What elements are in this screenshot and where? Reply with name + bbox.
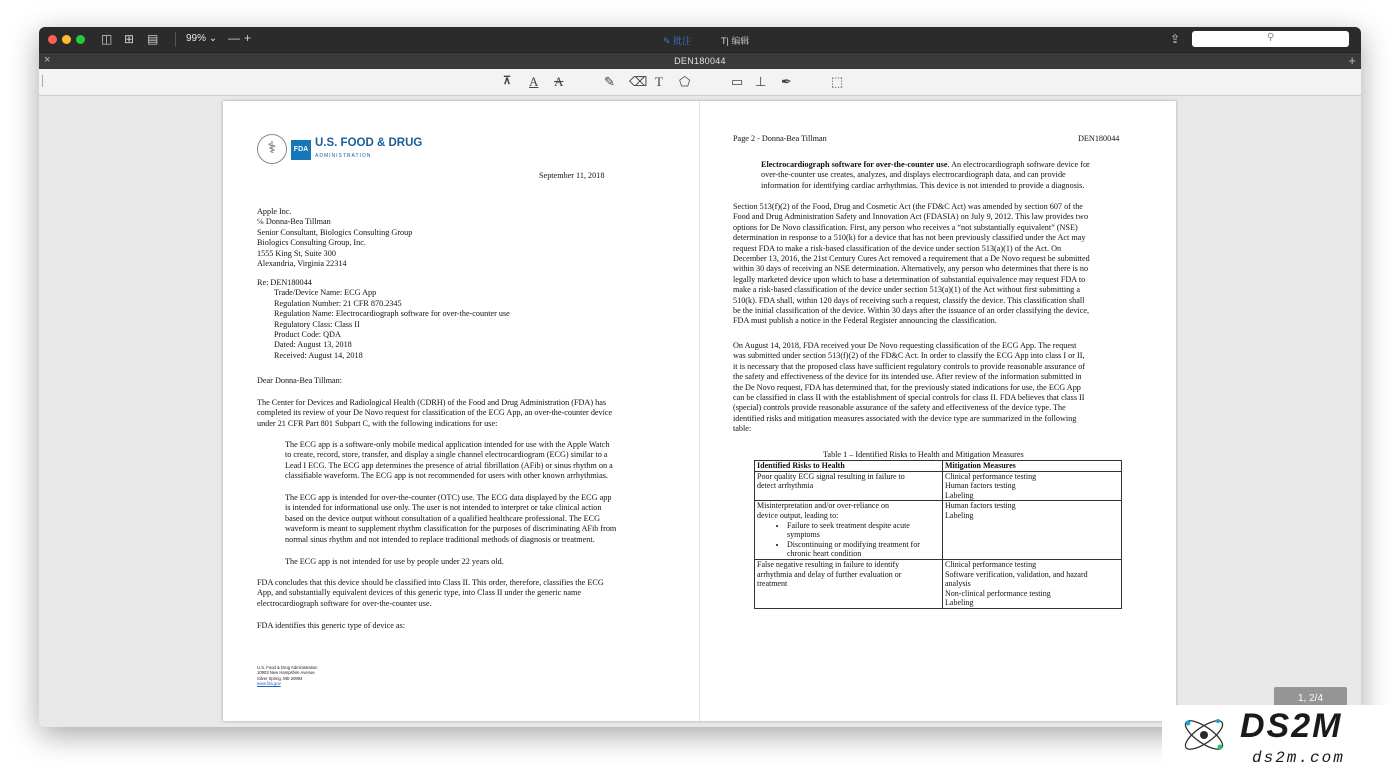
text-line: December 13, 2016, the 21st Century Cures Act removed a requirement that a De Novo request be submitted xyxy=(733,254,1090,264)
text-line: determination in response to a 510(k) for a device that has not been previously classified under the Act may xyxy=(733,233,1086,243)
text-line: (special) controls provide reasonable assurance of the safety and effectiveness of the device type. The xyxy=(733,403,1066,413)
zoom-window-button[interactable] xyxy=(76,35,85,44)
pen-icon: ✎ xyxy=(663,36,671,46)
text-line: under 21 CFR Part 801 Subpart C, with the following indications for use: xyxy=(257,418,498,428)
table-row xyxy=(755,501,1122,560)
agency-subtitle: ADMINISTRATION xyxy=(315,153,372,159)
single-page-view-icon[interactable]: ▤ xyxy=(147,32,159,46)
device-type-name: Electrocardiograph software for over-the-counter use xyxy=(761,160,948,169)
cell-line: Non-clinical performance testing xyxy=(945,588,1051,598)
re-line: Regulation Name: Electrocardiograph software for over-the-counter use xyxy=(274,309,510,319)
text-line: within 30 days of receiving an NSE determination. Alternatively, any person who determines that there is no xyxy=(733,264,1089,274)
text-cursor-icon: T| xyxy=(721,36,729,46)
mitigation-cell xyxy=(943,559,1122,608)
cell-line: Labeling xyxy=(945,490,974,500)
table-row xyxy=(755,471,1122,501)
cell-line: treatment xyxy=(757,579,788,589)
document-tab-bar xyxy=(39,52,1361,70)
re-line: Regulatory Class: Class II xyxy=(274,319,360,329)
page-indicator: 1, 2/4 xyxy=(1274,687,1347,711)
edit-mode-label: 编辑 xyxy=(731,36,750,46)
underline-tool-icon[interactable]: A xyxy=(529,74,539,89)
section-513-paragraph xyxy=(733,202,1090,327)
cell-line: Labeling xyxy=(945,598,974,608)
text-line: can be classified in class II with the establishment of special controls for class II. FDA believes that class II xyxy=(733,393,1085,403)
classification-paragraph xyxy=(257,578,604,609)
cell-line: Labeling xyxy=(945,510,974,520)
zoom-select[interactable]: 99% ⌄ xyxy=(186,33,218,44)
sidebar-toggle-icon[interactable]: ◫ xyxy=(101,32,113,46)
identification-intro: FDA identifies this generic type of device as: xyxy=(257,621,406,630)
title-toolbar xyxy=(39,27,1361,52)
text-line: normal sinus rhythm and not intended to replace traditional methods of diagnosis or treatment. xyxy=(285,534,595,544)
fda-website-link[interactable]: www.fda.gov xyxy=(257,681,281,687)
cell-line: False negative resulting in failure to identify xyxy=(757,559,900,569)
page-header-left: Page 2 - Donna-Bea Tillman xyxy=(733,134,827,143)
device-identification xyxy=(761,160,1090,191)
hhs-eagle-icon: ⚕ xyxy=(257,134,287,164)
re-block xyxy=(257,278,510,361)
text-line: On August 14, 2018, FDA received your De Novo requesting classification of the ECG App. The request xyxy=(733,341,1077,350)
page-1 xyxy=(223,101,699,721)
signature-tool-icon[interactable]: ✒ xyxy=(781,74,792,89)
text-line: electrocardiograph software for over-the-counter use. xyxy=(257,598,432,608)
indications-paragraph-1 xyxy=(285,440,613,482)
text-line: FDA concludes that this device should be classified into Class II. This order, therefore, classifies the ECG xyxy=(257,578,604,587)
text-line: 510(k). FDA shall, within 120 days of receiving such a request, classify the device. This classification shall xyxy=(733,295,1085,305)
text-line: request FDA to make a risk-based classification of the device under section 513(a)(1) of the Act. On xyxy=(733,243,1062,253)
indications-paragraph-2 xyxy=(285,493,616,545)
cell-line: Poor quality ECG signal resulting in failure to xyxy=(757,471,905,481)
text-line: the De Novo request, FDA has determined that, for the previously stated indications for use, the ECG App xyxy=(733,382,1081,392)
address-line: Senior Consultant, Biologics Consulting Group xyxy=(257,227,413,237)
cell-line: device output, leading to: xyxy=(757,510,839,520)
text-line: . An electrocardiograph software device for xyxy=(947,160,1090,169)
table-header-row xyxy=(755,461,1122,472)
address-line: Biologics Consulting Group, Inc. xyxy=(257,238,366,248)
note-tool-icon[interactable]: ▭ xyxy=(731,74,744,89)
watermark-logo xyxy=(1162,705,1400,777)
cell-line: Clinical performance testing xyxy=(945,471,1037,481)
bullet-item: • Discontinuing or modifying treatment for chronic heart condition xyxy=(787,540,940,559)
zoom-in-button[interactable]: + xyxy=(244,31,252,45)
text-line: information for identifying cardiac arrhythmias. This device is not intended to provide a diagnosis. xyxy=(761,180,1085,190)
bullet-item: • Failure to seek treatment despite acute symptoms xyxy=(787,521,940,540)
re-label: Re: DEN180044 xyxy=(257,278,312,287)
text-line: completed its review of your De Novo request for classification of the ECG App, an over-the-counter device xyxy=(257,408,613,418)
address-line: 1555 King St, Suite 300 xyxy=(257,248,336,258)
selection-tool-icon[interactable]: ⬚ xyxy=(831,74,844,89)
pencil-tool-icon[interactable]: ✎ xyxy=(604,74,615,89)
re-line: Received: August 14, 2018 xyxy=(274,350,363,360)
column-header: Mitigation Measures xyxy=(943,461,1122,472)
re-line: Product Code: QDA xyxy=(274,330,341,340)
cell-line: Clinical performance testing xyxy=(945,559,1037,569)
page-header-right: DEN180044 xyxy=(1078,134,1120,143)
text-line: Food and Drug Administration Safety and Innovation Act (FDASIA) on July 9, 2012. This law provides two xyxy=(733,212,1089,222)
cell-line: arrhythmia and delay of further evaluation or xyxy=(757,569,902,579)
new-tab-button[interactable]: + xyxy=(1348,53,1356,68)
strikethrough-tool-icon[interactable]: A xyxy=(554,74,564,89)
cell-line: Human factors testing xyxy=(945,501,1016,511)
text-line: Lead I ECG. The ECG app determines the presence of atrial fibrillation (AFib) or sinus rhythm on a xyxy=(285,460,613,470)
text-line: The ECG app is a software-only mobile medical application intended for use with the Apple Watch xyxy=(285,440,610,449)
text-line: make a risk-based classification of the device under section 513(a)(1) of the Act without first submitting a xyxy=(733,285,1080,295)
mitigation-cell xyxy=(943,471,1122,501)
cell-line: Misinterpretation and/or over-reliance on xyxy=(757,501,890,511)
text-line: to create, record, store, transfer, and display a single channel electrocardiogram (ECG) similar to a xyxy=(285,450,608,460)
text-line: Section 513(f)(2) of the Food, Drug and Cosmetic Act (the FD&C Act) was amended by section 607 of the xyxy=(733,202,1083,211)
column-header: Identified Risks to Health xyxy=(755,461,943,472)
search-icon: ⚲ xyxy=(1267,32,1275,43)
text-line: The ECG app is intended for over-the-counter (OTC) use. The ECG data displayed by the ECG app xyxy=(285,493,612,502)
preview-window xyxy=(39,27,1361,727)
toolbar-separator xyxy=(175,32,176,47)
address-line: ℅ Donna-Bea Tillman xyxy=(257,217,331,227)
text-line: The Center for Devices and Radiological Health (CDRH) of the Food and Drug Administration (FDA) has xyxy=(257,398,607,407)
text-tool-icon[interactable]: T xyxy=(655,74,663,89)
annotation-toolbar xyxy=(39,69,1361,96)
text-line: FDA must publish a notice in the Federal Register announcing the classification. xyxy=(733,316,997,326)
page-2 xyxy=(700,101,1176,721)
re-line: Dated: August 13, 2018 xyxy=(274,340,352,350)
shapes-tool-icon[interactable]: ⬠ xyxy=(679,74,691,89)
text-line: identified risks and mitigation measures associated with the device type are summarized in the following xyxy=(733,413,1077,423)
zoom-out-button[interactable]: — xyxy=(228,31,240,45)
document-title: DEN180044 xyxy=(674,56,726,66)
grid-view-icon[interactable]: ⊞ xyxy=(124,32,135,46)
footer-line: U.S. Food & Drug Administration xyxy=(257,665,318,670)
risk-cell xyxy=(755,559,943,608)
text-line: it is necessary that the proposed class have sufficient regulatory controls to provide reasonable assurance of xyxy=(733,361,1086,371)
footer-line: 10903 New Hampshire Avenue xyxy=(257,670,315,676)
text-line: legally marketed device upon which to base a determination of substantial equivalence may request FDA to xyxy=(733,274,1086,284)
fda-mark: FDA xyxy=(291,140,311,160)
cell-line: analysis xyxy=(945,579,971,589)
search-input[interactable] xyxy=(1192,31,1349,47)
recipient-address xyxy=(257,207,412,269)
atom-icon xyxy=(1180,711,1228,759)
text-line: is intended for informational use only. The user is not intended to interpret or take clinical action xyxy=(285,503,602,513)
risk-mitigation-table xyxy=(754,460,1122,609)
eraser-tool-icon[interactable]: ⌫ xyxy=(629,74,648,89)
close-tab-button[interactable]: × xyxy=(44,54,51,66)
watermark-brand: DS2M xyxy=(1240,707,1343,745)
table-row xyxy=(755,559,1122,608)
cell-line: Software verification, validation, and hazard xyxy=(945,569,1088,579)
mitigation-cell xyxy=(943,501,1122,560)
text-box-tool-icon[interactable]: ⊼ xyxy=(503,75,512,87)
table-caption: Table 1 – Identified Risks to Health and Mitigation Measures xyxy=(823,450,1024,459)
annotate-mode-button[interactable] xyxy=(663,34,691,47)
address-line: Alexandria, Virginia 22314 xyxy=(257,259,347,269)
de-novo-paragraph xyxy=(733,341,1085,435)
re-line: Trade/Device Name: ECG App xyxy=(274,288,377,298)
salutation: Dear Donna-Bea Tillman: xyxy=(257,376,343,385)
text-line: classifiable waveform. The ECG app is not recommended for users with other known arrhythmias. xyxy=(285,471,608,481)
indications-paragraph-3: The ECG app is not intended for use by people under 22 years old. xyxy=(285,557,504,566)
toolbar-grip xyxy=(42,75,43,87)
cell-line: detect arrhythmia xyxy=(757,481,814,491)
text-line: be the initial classification of the device. Within 30 days after the issuance of an order classifying the device, xyxy=(733,306,1090,316)
letter-date: September 11, 2018 xyxy=(539,171,605,180)
watermark-domain: ds2m.com xyxy=(1252,749,1345,767)
document-view[interactable] xyxy=(223,101,1176,721)
text-line: was submitted under section 513(f)(2) of the FD&C Act. In order to classify the ECG App into class I or II, xyxy=(733,351,1085,361)
page-footer xyxy=(257,665,318,687)
risk-cell xyxy=(755,471,943,501)
address-line: Apple Inc. xyxy=(257,207,292,216)
minimize-window-button[interactable] xyxy=(62,35,71,44)
footer-line: Silver Spring, MD 20993 xyxy=(257,675,303,681)
share-icon[interactable]: ⇪ xyxy=(1170,32,1181,46)
text-line: table: xyxy=(733,424,752,434)
text-line: the safety and effectiveness of the device for its intended use. After review of the information submitted in xyxy=(733,372,1082,382)
text-line: waveform is meant to supplement rhythm classification for the purposes of discriminating AFib from xyxy=(285,524,617,534)
stamp-tool-icon[interactable]: ⊥ xyxy=(755,74,767,89)
text-line: over-the-counter use creates, analyzes, and displays electrocardiograph data, and can provide xyxy=(761,170,1066,180)
edit-mode-button[interactable] xyxy=(721,34,749,47)
text-line: based on the device output without consultation of a qualified healthcare professional. The ECG xyxy=(285,513,600,523)
intro-paragraph xyxy=(257,398,612,429)
text-line: App, and substantially equivalent devices of this generic type, into Class II under the generic name xyxy=(257,588,581,598)
cell-line: Human factors testing xyxy=(945,481,1016,491)
text-line: options for De Novo classification. First, any person who receives a “not substantially equivalent” (NSE) xyxy=(733,222,1078,232)
annotate-mode-label: 批注 xyxy=(673,36,692,46)
risk-cell xyxy=(755,501,943,560)
close-window-button[interactable] xyxy=(48,35,57,44)
agency-name: U.S. FOOD & DRUG xyxy=(315,137,423,149)
re-line: Regulation Number: 21 CFR 870.2345 xyxy=(274,298,402,308)
